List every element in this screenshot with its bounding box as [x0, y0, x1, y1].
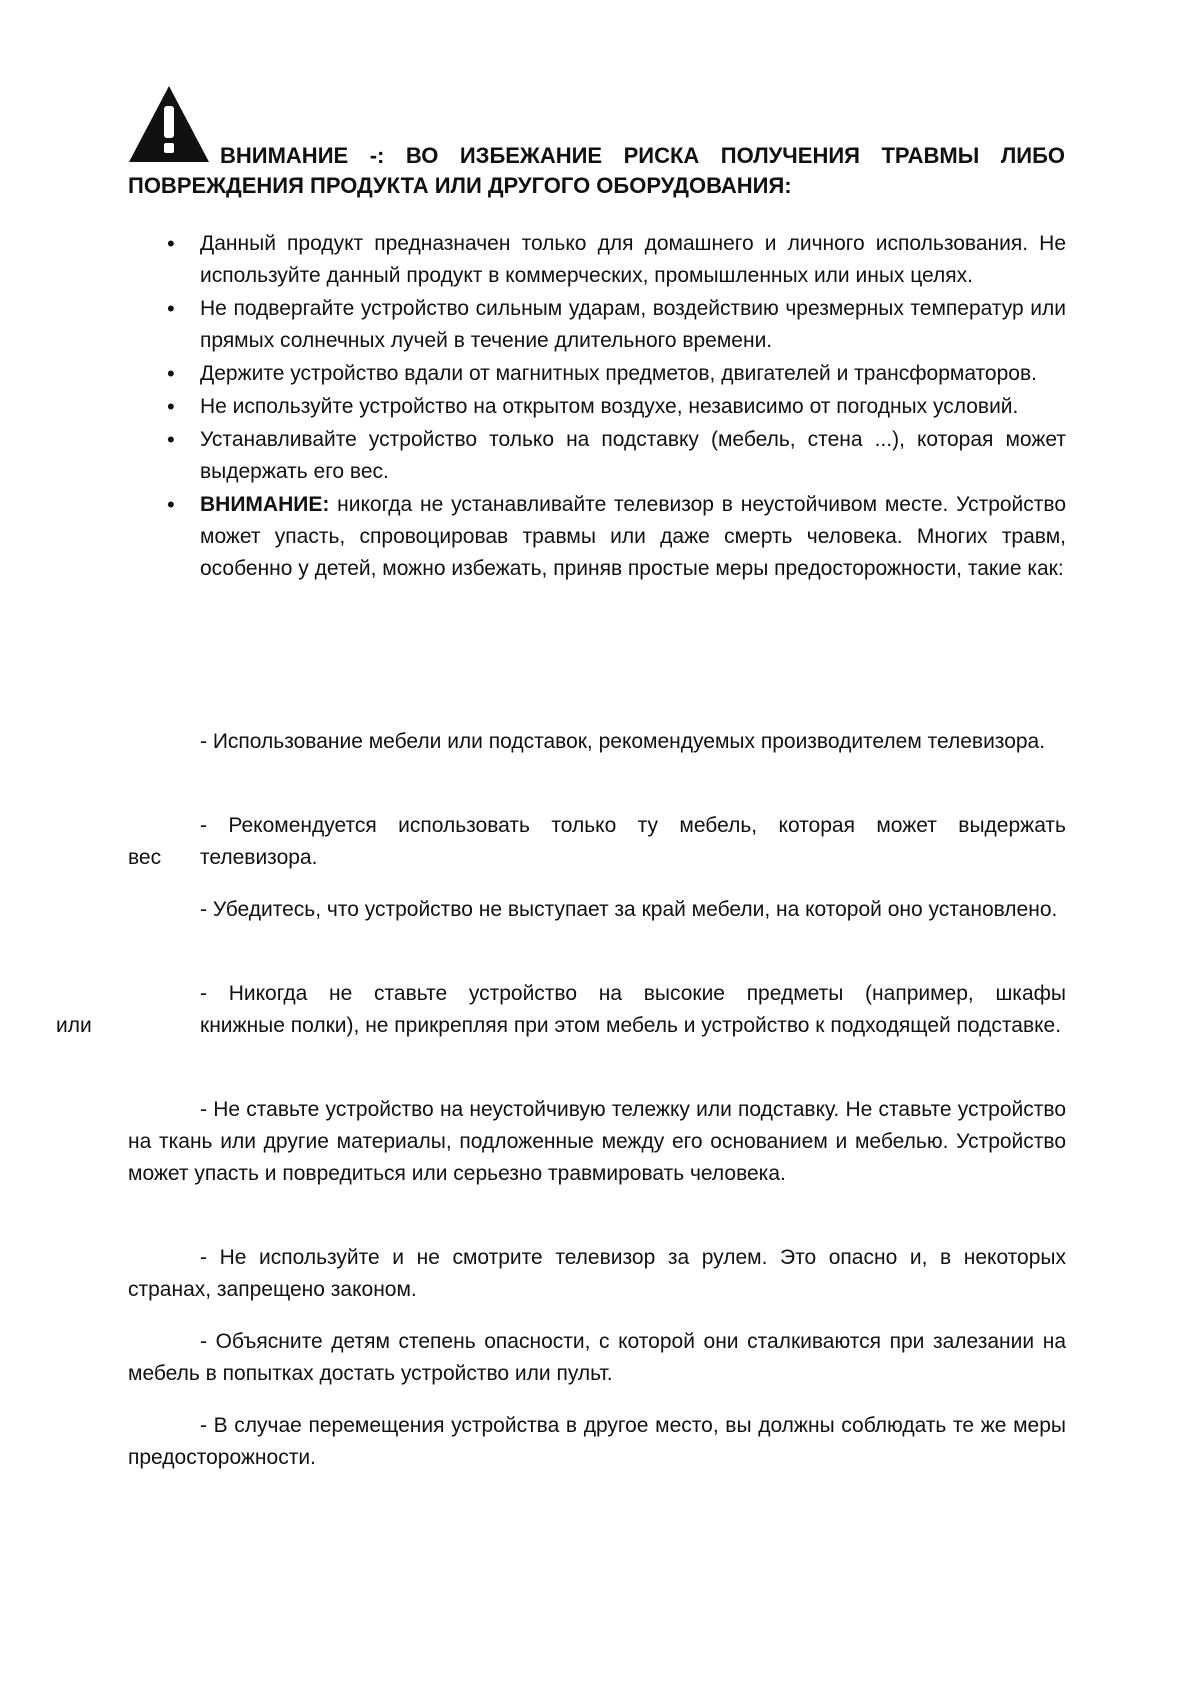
list-item: • Держите устройство вдали от магнитных предметов, двигателей и трансформаторов. — [200, 358, 1066, 390]
paragraph-recommended-furniture: - Использование мебели или подставок, рекомендуемых производителем телевизора. — [200, 730, 1046, 753]
list-item: • Не используйте устройство на открытом воздухе, независимо от погодных условий. — [200, 391, 1066, 423]
paragraph-driving: - Не используйте и не смотрите телевизор за рулем. Это опасно и, в некоторых странах, запрещено законом. — [128, 1246, 1066, 1301]
paragraph-children: - Объясните детям степень опасности, с которой они сталкиваются при залезании на мебель в попытках достать устройство или пульт. — [128, 1330, 1066, 1385]
precautions-list — [167, 228, 1066, 586]
bullet-icon: • — [167, 427, 175, 452]
list-item: • Не подвергайте устройство сильным ударам, воздействию чрезмерных температур или прямых солнечных лучей в течение длительного времени. — [200, 293, 1066, 357]
warning-heading-text: ВНИМАНИЕ -: ВО ИЗБЕЖАНИЕ РИСКА ПОЛУЧЕНИЯ ТРАВМЫ ЛИБО ПОВРЕЖДЕНИЯ ПРОДУКТА ИЛИ ДРУГОГО ОБОРУДОВАНИЯ: — [128, 143, 1065, 198]
warning-heading — [128, 84, 1065, 201]
list-item: • Данный продукт предназначен только для домашнего и личного использования. Не используйте данный продукт в коммерческих, промышленных или иных целях. — [200, 228, 1066, 292]
list-item: • ВНИМАНИЕ: никогда не устанавливайте телевизор в неустойчивом месте. Устройство может упасть, спровоцировав травмы или даже смерть человека. Многих травм, особенно у детей, можно избежать, приняв простые меры предосторожности, такие как: — [200, 489, 1066, 585]
list-item: • Устанавливайте устройство только на подставку (мебель, стена ...), которая может выдержать его вес. — [200, 424, 1066, 488]
bullet-icon: • — [167, 296, 175, 321]
bullet-icon: • — [167, 492, 175, 517]
paragraph-unstable-cart: - Не ставьте устройство на неустойчивую тележку или подставку. Не ставьте устройство на ткань или другие материалы, подложенные между его основанием и мебелью. Устройство может упасть и повредиться или серьезно травмировать человека. — [128, 1098, 1066, 1185]
paragraph-high-furniture: - Никогда не ставьте устройство на высокие предметы (например, шкафы или книжные полки), не прикрепляя при этом мебель и устройство к подходящей подставке. — [56, 982, 1066, 1037]
paragraph-relocation: - В случае перемещения устройства в другое место, вы должны соблюдать те же меры предосторожности. — [128, 1414, 1066, 1469]
bullet-icon: • — [167, 231, 175, 256]
warning-triangle-icon — [128, 84, 210, 164]
warning-label: ВНИМАНИЕ: — [200, 493, 330, 516]
bullet-icon: • — [167, 361, 175, 386]
paragraph-edge-check: - Убедитесь, что устройство не выступает за край мебели, на которой оно установлено. — [200, 898, 1058, 921]
bullet-icon: • — [167, 394, 175, 419]
paragraph-furniture-weight: - Рекомендуется использовать только ту мебель, которая может выдержать вес телевизора. — [128, 814, 1066, 869]
